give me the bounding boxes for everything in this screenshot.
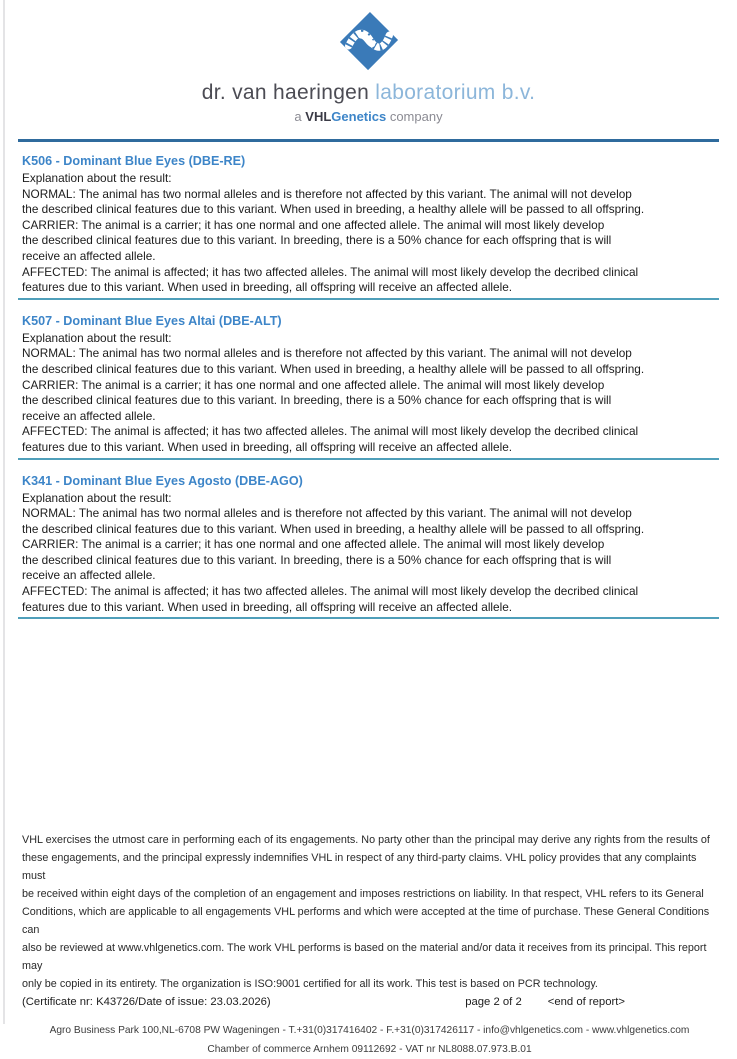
disclaimer-line: be received within eight days of the completion of an engagement and imposes restrictions on liability. In that respect, VHL refers to its General bbox=[22, 888, 704, 900]
section-heading: K341 - Dominant Blue Eyes Agosto (DBE-AGO) bbox=[22, 473, 303, 488]
test-section bbox=[18, 473, 719, 620]
section-text-line: receive an affected allele. bbox=[22, 568, 156, 583]
vhl-logo bbox=[338, 10, 400, 72]
lab-title-dark: dr. van haeringen bbox=[201, 81, 370, 104]
sections bbox=[18, 153, 719, 619]
disclaimer-line: only be copied in its entirety. The organization is ISO:9001 certified for all its work. This test is based on PCR technology. bbox=[22, 978, 598, 990]
commerce-line: Chamber of commerce Arnhem 09112692 - VAT nr NL8088.07.973.B.01 bbox=[207, 1044, 532, 1055]
page-edge-line bbox=[3, 0, 5, 1024]
section-text-line: the described clinical features due to this variant. In breeding, there is a 50% chance for each offspring that is will bbox=[22, 233, 612, 248]
subtitle-genetics: Genetics bbox=[331, 109, 387, 124]
disclaimer-line: VHL exercises the utmost care in performing each of its engagements. No party other than the principal may derive any rights from the results of bbox=[22, 834, 710, 846]
certificate-text: (Certificate nr: K43726/Date of issue: 23.03.2026) bbox=[22, 996, 271, 1008]
section-intro: Explanation about the result: bbox=[22, 490, 172, 505]
address-line: Agro Business Park 100,NL-6708 PW Wageningen - T.+31(0)317416402 - F.+31(0)317426117 - info@vhlgenetics.com - www.vhlgenetics.com bbox=[49, 1025, 690, 1036]
section-lines bbox=[22, 346, 719, 455]
bottom-block bbox=[22, 831, 717, 1059]
test-section bbox=[18, 313, 719, 460]
section-text-line: CARRIER: The animal is a carrier; it has one normal and one affected allele. The animal will most likely develop bbox=[22, 377, 605, 392]
dna-diamond-icon bbox=[338, 10, 400, 72]
report-header bbox=[0, 0, 737, 142]
section-text-line: NORMAL: The animal has two normal alleles and is therefore not affected by this variant. The animal will not develop bbox=[22, 186, 632, 201]
section-text-line: CARRIER: The animal is a carrier; it has one normal and one affected allele. The animal will most likely develop bbox=[22, 537, 605, 552]
disclaimer bbox=[22, 831, 717, 993]
section-text-line: CARRIER: The animal is a carrier; it has one normal and one affected allele. The animal will most likely develop bbox=[22, 217, 605, 232]
section-text-line: the described clinical features due to this variant. When used in breeding, a healthy allele will be passed to all offspring. bbox=[22, 361, 645, 376]
section-intro: Explanation about the result: bbox=[22, 171, 172, 185]
certificate-row bbox=[22, 996, 717, 1008]
section-intro: Explanation about the result: bbox=[22, 330, 172, 345]
section-lines bbox=[22, 187, 719, 296]
section-text-line: features due to this variant. When used in breeding, all offspring will receive an affected allele. bbox=[22, 280, 513, 295]
subtitle-vhl: VHL bbox=[305, 109, 332, 124]
page-indicator: page 2 of 2 bbox=[465, 996, 522, 1008]
section-text-line: the described clinical features due to this variant. In breeding, there is a 50% chance for each offspring that is will bbox=[22, 552, 612, 567]
section-text-line: AFFECTED: The animal is affected; it has two affected alleles. The animal will most likely develop the decribed clinical bbox=[22, 264, 639, 279]
section-text-line: the described clinical features due to this variant. In breeding, there is a 50% chance for each offspring that is will bbox=[22, 393, 612, 408]
section-text-line: features due to this variant. When used in breeding, all offspring will receive an affected allele. bbox=[22, 439, 513, 454]
section-lines bbox=[22, 506, 719, 615]
disclaimer-line: Conditions, which are applicable to all engagements VHL performs and which were accepted at the time of purchase. These General Conditions can bbox=[22, 906, 710, 936]
section-text-line: AFFECTED: The animal is affected; it has two affected alleles. The animal will most likely develop the decribed clinical bbox=[22, 584, 639, 599]
test-section bbox=[18, 153, 719, 300]
section-text-line: receive an affected allele. bbox=[22, 408, 156, 423]
disclaimer-line: these engagements, and the principal expressly indemnifies VHL in respect of any third-party claims. VHL policy provides that any complaints must bbox=[22, 852, 697, 882]
section-text-line: the described clinical features due to this variant. When used in breeding, a healthy allele will be passed to all offspring. bbox=[22, 202, 645, 217]
section-text-line: the described clinical features due to this variant. When used in breeding, a healthy allele will be passed to all offspring. bbox=[22, 521, 645, 536]
header-divider bbox=[18, 139, 719, 142]
section-text-line: features due to this variant. When used in breeding, all offspring will receive an affected allele. bbox=[22, 599, 513, 614]
lab-title-light: laboratorium b.v. bbox=[375, 81, 536, 104]
section-text-line: receive an affected allele. bbox=[22, 248, 156, 263]
footer-address bbox=[22, 1021, 717, 1059]
page-indicator-group bbox=[465, 996, 625, 1008]
company-subtitle bbox=[0, 109, 737, 124]
end-of-report-label: <end of report> bbox=[547, 996, 625, 1008]
section-text-line: AFFECTED: The animal is affected; it has two affected alleles. The animal will most likely develop the decribed clinical bbox=[22, 424, 639, 439]
subtitle-suffix: company bbox=[389, 109, 443, 124]
section-heading: K507 - Dominant Blue Eyes Altai (DBE-ALT) bbox=[22, 313, 282, 328]
section-text-line: NORMAL: The animal has two normal alleles and is therefore not affected by this variant. The animal will not develop bbox=[22, 506, 632, 521]
lab-title bbox=[0, 81, 737, 105]
subtitle-prefix: a bbox=[294, 109, 302, 124]
section-text-line: NORMAL: The animal has two normal alleles and is therefore not affected by this variant. The animal will not develop bbox=[22, 346, 632, 361]
disclaimer-line: also be reviewed at www.vhlgenetics.com. The work VHL performs is based on the material and/or data it receives from its principal. This report may bbox=[22, 942, 707, 972]
section-heading: K506 - Dominant Blue Eyes (DBE-RE) bbox=[22, 154, 246, 168]
